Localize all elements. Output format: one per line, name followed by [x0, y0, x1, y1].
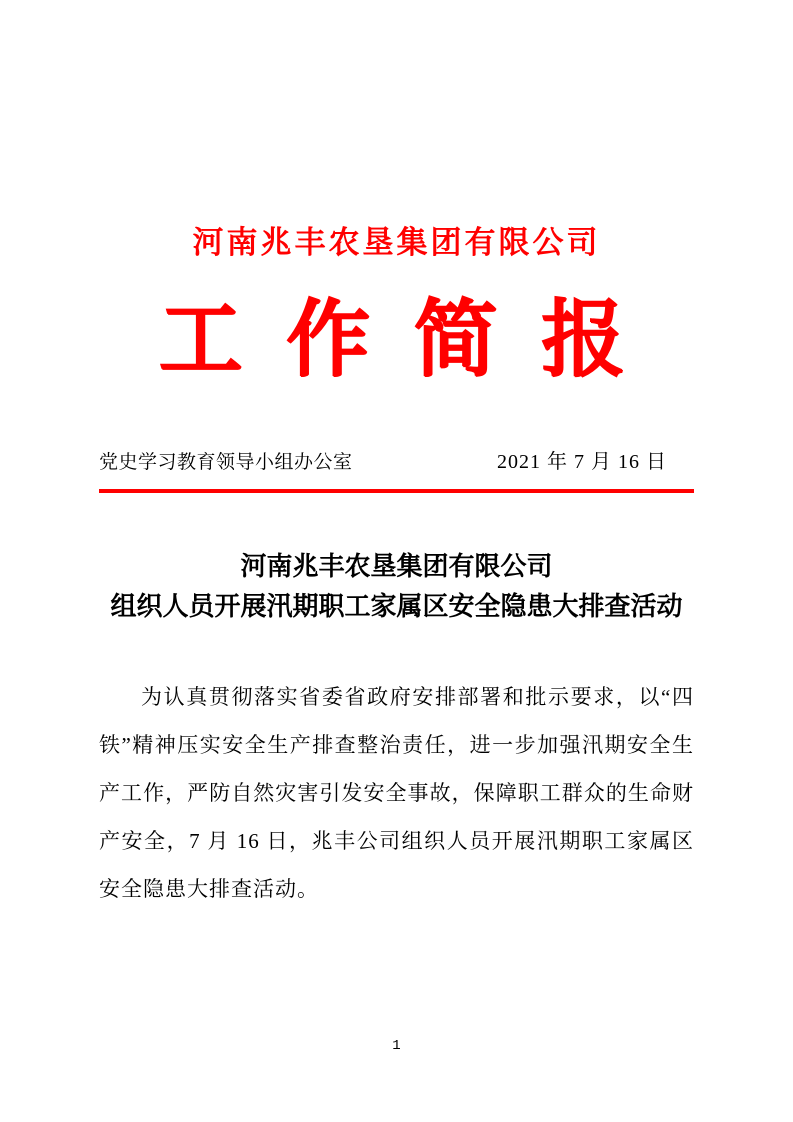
article-heading-line1: 河南兆丰农垦集团有限公司 — [240, 552, 553, 582]
article-paragraph: 为认真贯彻落实省委省政府安排部署和批示要求，以“四铁”精神压实安全生产排查整治责任，进一步加强汛期安全生产工作，严防自然灾害引发安全事故，保障职工群众的生命财产安全，7 月 16 日，兆丰公司组织人员开展汛期职工家属区安全隐患大排查活动。 — [99, 685, 694, 902]
masthead-title: 工 作 简 报 — [158, 291, 635, 386]
article-heading-line2: 组织人员开展汛期职工家属区安全隐患大排查活动 — [110, 592, 683, 622]
issuing-office-label: 党史学习教育领导小组办公室 — [99, 452, 353, 474]
page-number: 1 — [392, 1038, 401, 1054]
company-title: 河南兆丰农垦集团有限公司 — [192, 225, 601, 260]
issue-info-row — [99, 449, 694, 476]
issue-date: 2021 年 7 月 16 日 — [497, 451, 667, 474]
red-divider-rule — [99, 489, 694, 493]
article-heading — [99, 547, 694, 627]
